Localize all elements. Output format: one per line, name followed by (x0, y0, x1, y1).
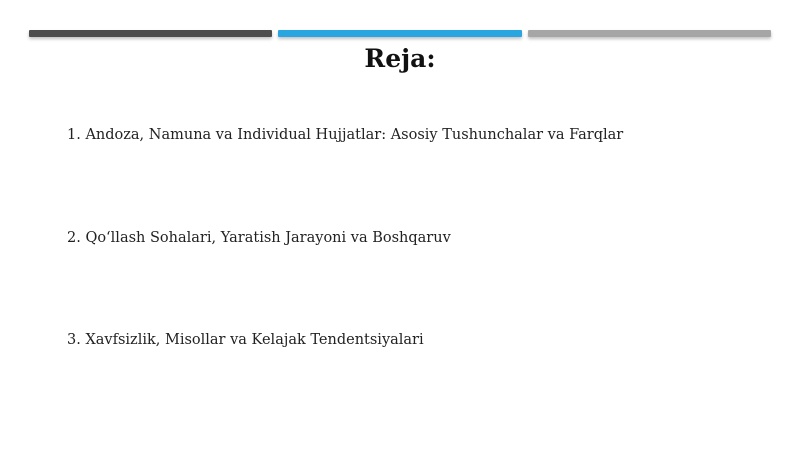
header-bar-gray (528, 30, 771, 37)
header-decoration-bars (29, 30, 771, 38)
header-bar-dark (29, 30, 272, 37)
plan-item-1: 1. Andoza, Namuna va Individual Hujjatlar: Asosiy Tushunchalar va Farqlar (67, 127, 624, 143)
plan-item-2: 2. Qo‘llash Sohalari, Yaratish Jarayoni va Boshqaruv (67, 230, 451, 246)
slide-title: Reja: (364, 44, 436, 73)
plan-item-3: 3. Xavfsizlik, Misollar va Kelajak Tendentsiyalari (67, 332, 424, 348)
header-bar-blue (278, 30, 522, 37)
